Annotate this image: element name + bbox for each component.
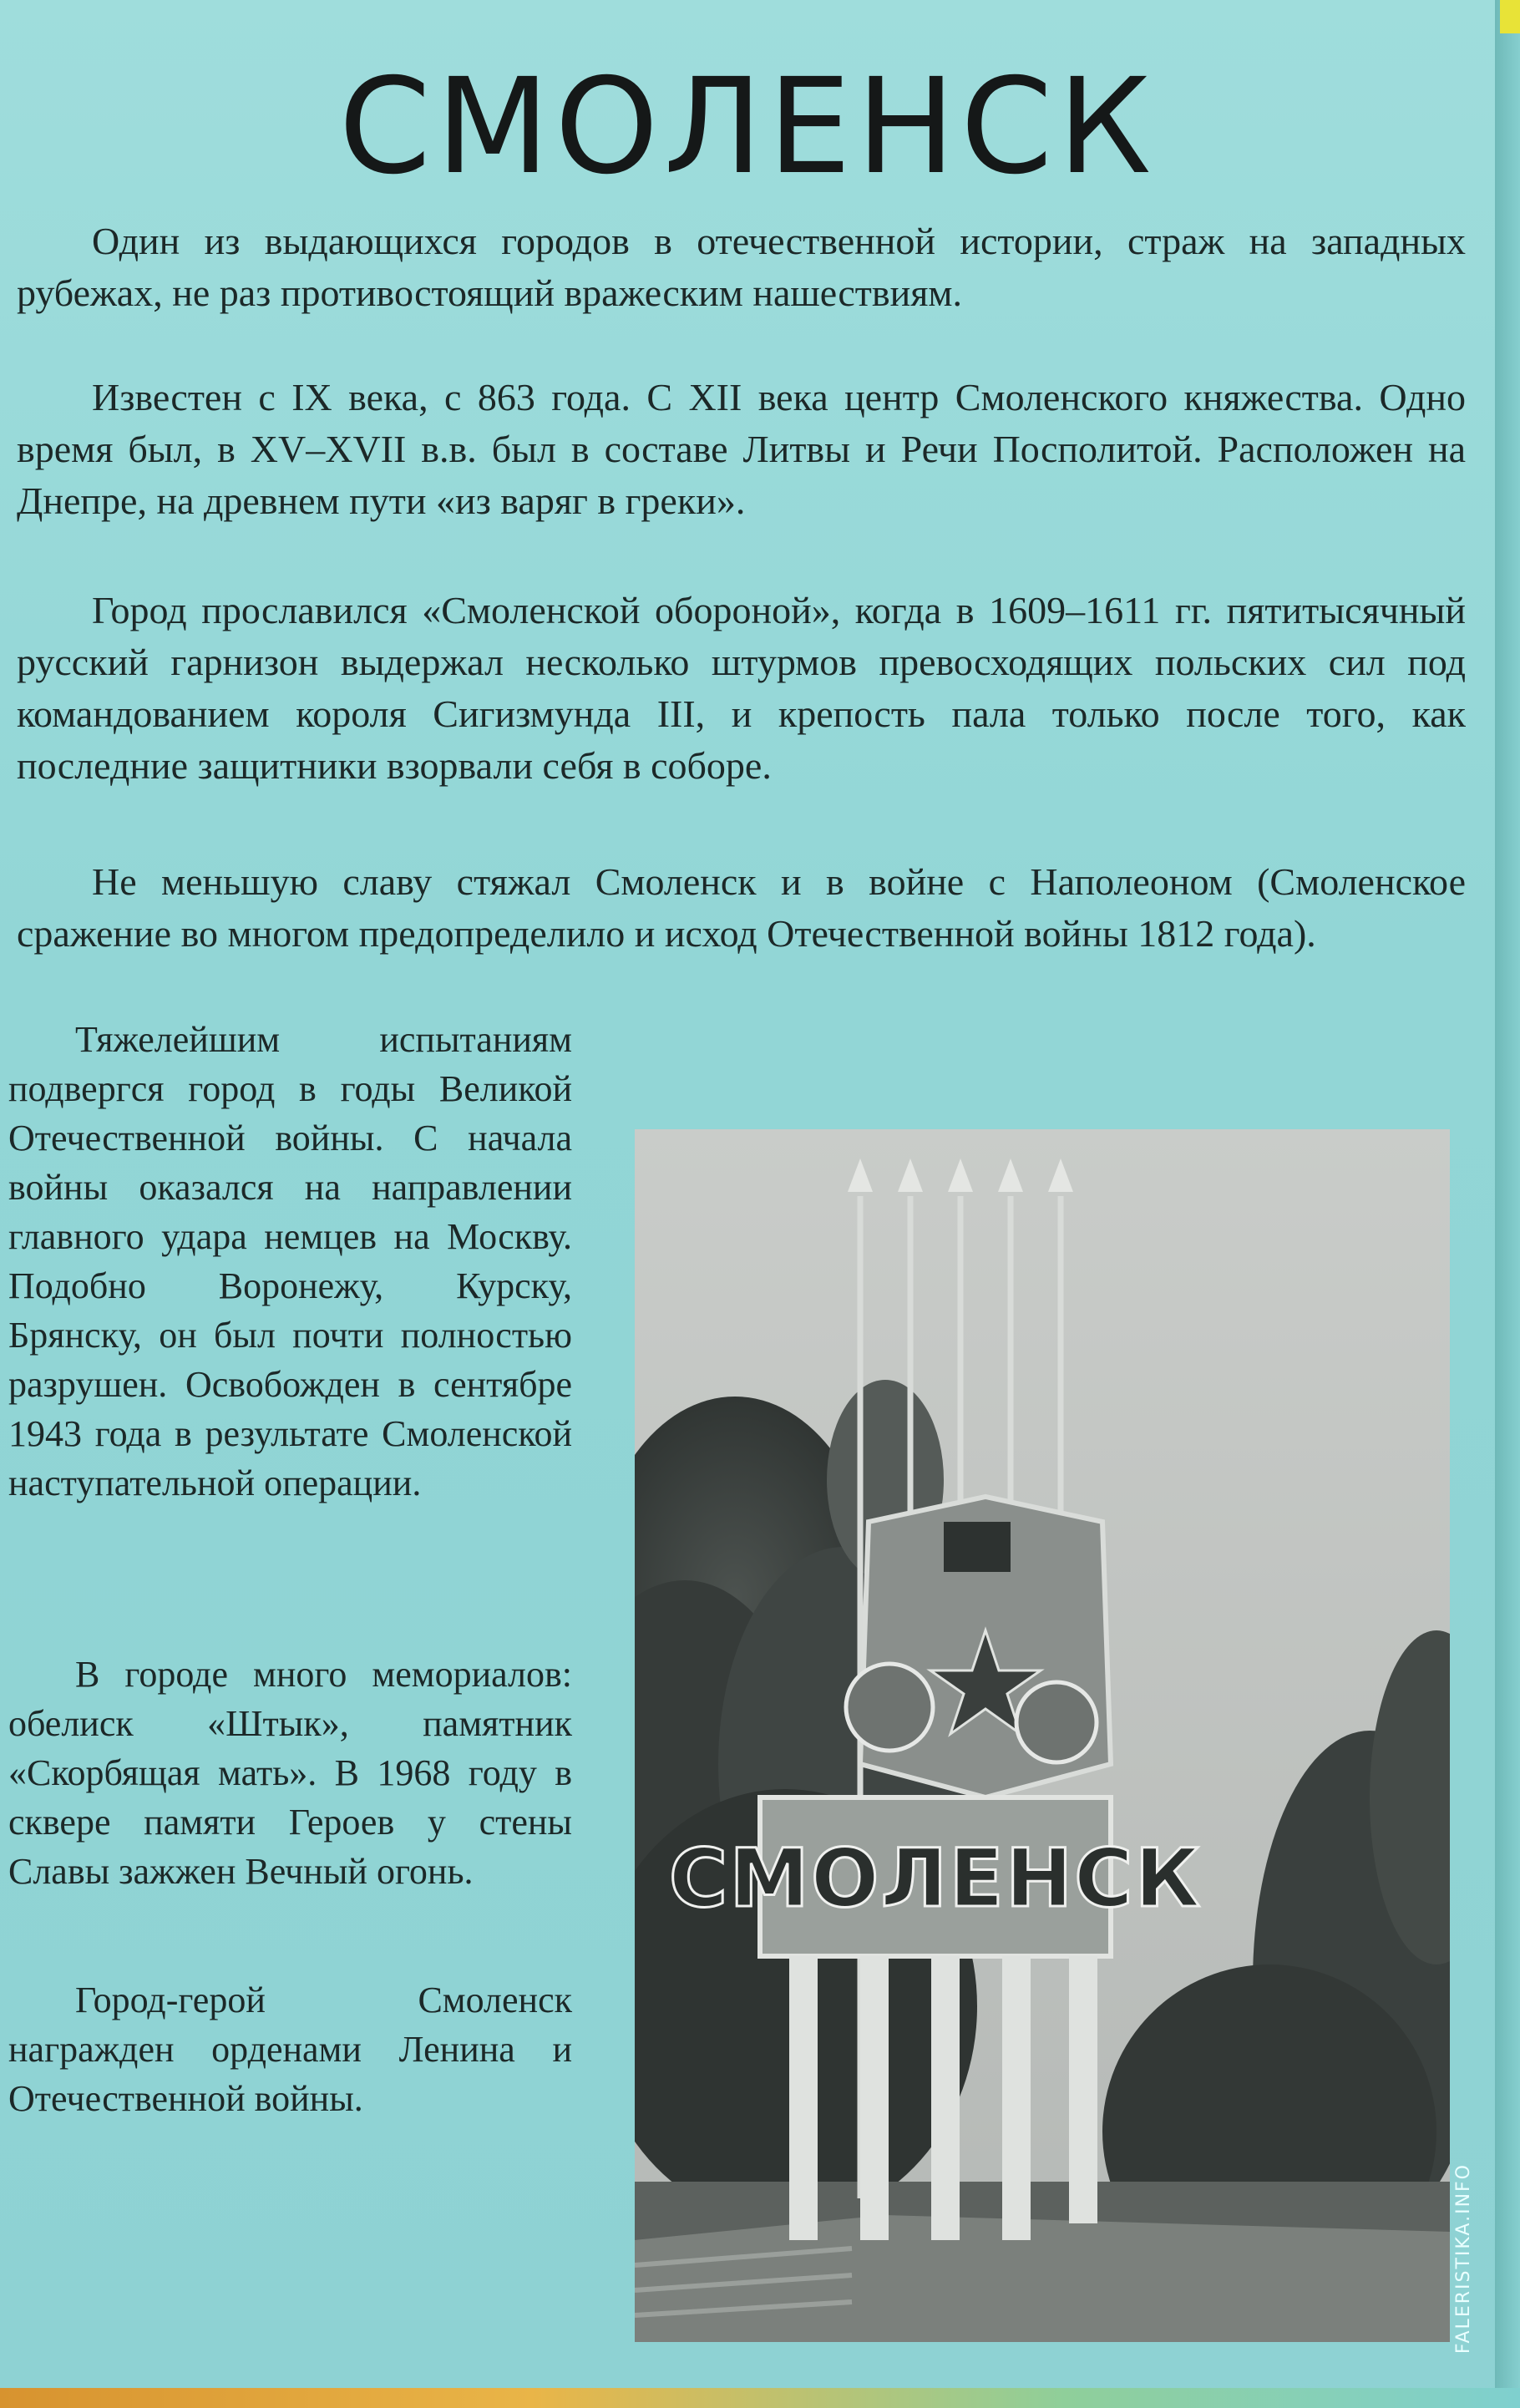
right-edge	[1495, 0, 1520, 2408]
paragraph-intro: Один из выдающихся городов в отечественной истории, страж на западных рубежах, не раз противостоящий вражеским нашествиям.	[17, 220, 1466, 314]
bottom-edge	[0, 2388, 1520, 2408]
paragraph-awards: Город-герой Смоленск награжден орденами Ленина и Отечественной войны.	[8, 1980, 572, 2119]
page-title: СМОЛЕНСК	[338, 50, 1157, 204]
paragraph-history: Известен с IX века, с 863 года. С XII века центр Смоленского княжества. Одно время был, в XV–XVII в.в. был в составе Литвы и Речи Посполитой. Расположен на Днепре, на древнем пути «из варяг в греки».	[17, 376, 1466, 522]
star-ribbon	[944, 1522, 1011, 1572]
paragraph-memorials: В городе много мемориалов: обелиск «Штык», памятник «Скорбящая мать». В 1968 году в сквере памяти Героев у стены Славы зажжен Вечный огонь.	[8, 1654, 572, 1892]
paragraph-ww2: Тяжелейшим испытаниям подвергся город в годы Великой Отечественной войны. С начала войны оказался на направлении главного удара немцев на Москву. Подобно Воронежу, Курску, Брянску, он был почти полностью разрушен. Освобожден в сентябре 1943 года в результате Смоленской наступательной операции.	[8, 1019, 572, 1503]
order-lenin	[846, 1664, 933, 1751]
memorial-sign-photo	[635, 1129, 1450, 2342]
order-war	[1016, 1682, 1097, 1762]
sign-text: СМОЛЕНСК	[668, 1832, 1203, 1925]
watermark: FALERISTIKA.INFO	[1453, 2163, 1474, 2355]
paragraph-napoleon: Не меньшую славу стяжал Смоленск и в войне с Наполеоном (Смоленское сражение во многом предопределило и исход Отечественной войны 1812 года).	[17, 860, 1466, 955]
photo-drawing	[635, 1129, 1450, 2342]
yellow-corner	[1500, 0, 1520, 33]
paragraph-defense: Город прославился «Смоленской обороной», когда в 1609–1611 гг. пятитысячный русский гарнизон выдержал несколько штурмов превосходящих польских сил под командованием короля Сигизмунда III, и крепость пала только после того, как последние защитники взорвали себя в соборе.	[17, 589, 1466, 787]
